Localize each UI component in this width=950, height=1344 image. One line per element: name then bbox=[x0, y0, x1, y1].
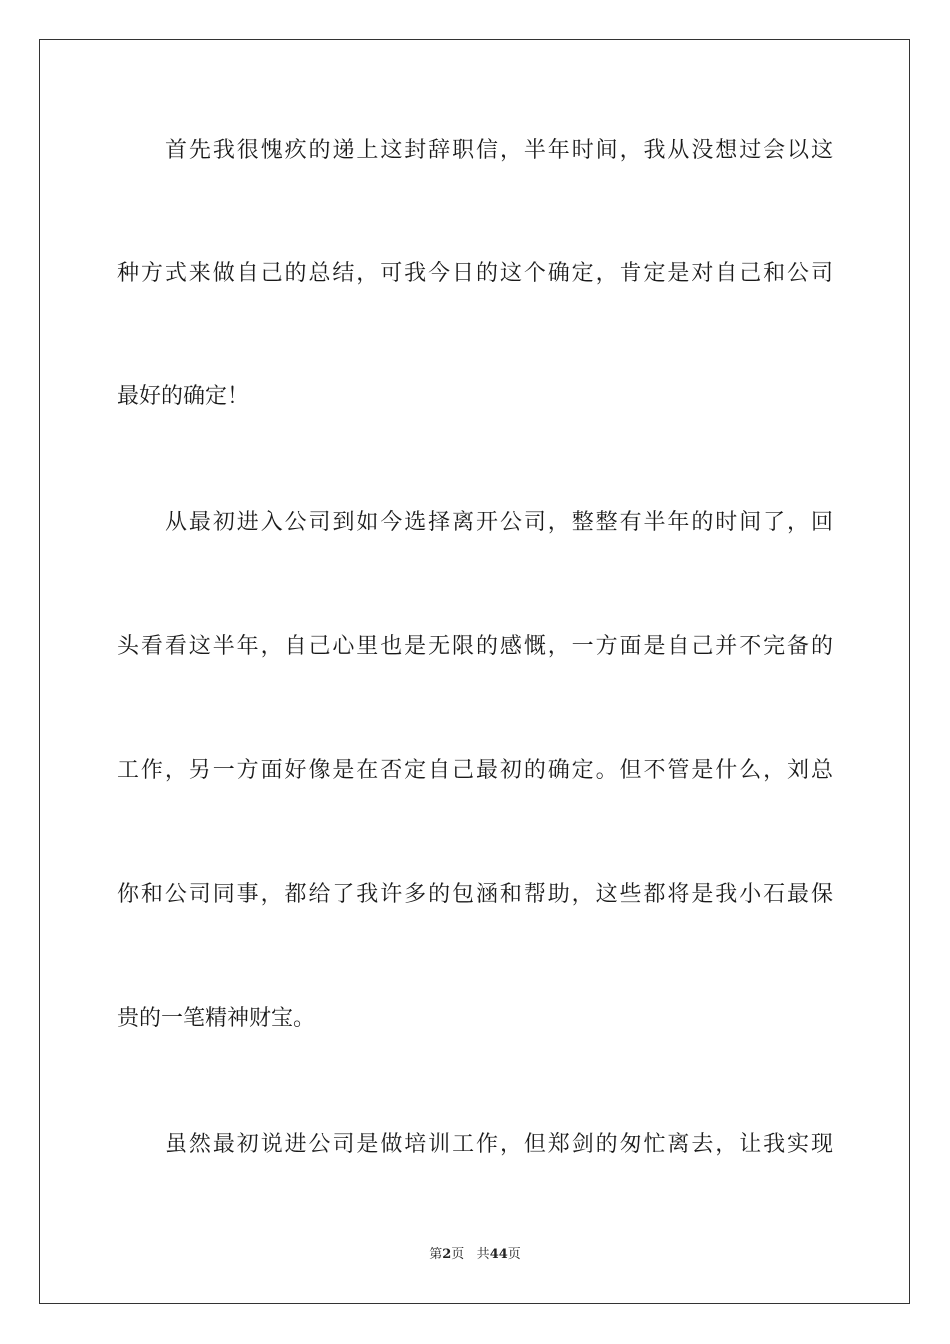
page-frame bbox=[39, 39, 910, 1304]
total-suffix: 页 bbox=[507, 1247, 521, 1262]
paragraph-1-line-1: 首先我很愧疚的递上这封辞职信，半年时间，我从没想过会以这 bbox=[165, 138, 833, 163]
paragraph-2-line-4: 你和公司同事，都给了我许多的包涵和帮助，这些都将是我小石最保 bbox=[117, 882, 833, 907]
page-prefix: 第 bbox=[429, 1247, 443, 1262]
total-prefix: 共 bbox=[476, 1247, 490, 1262]
paragraph-3-line-1: 虽然最初说进公司是做培训工作，但郑剑的匆忙离去，让我实现 bbox=[165, 1132, 833, 1157]
paragraph-2-line-2: 头看看这半年，自己心里也是无限的感慨，一方面是自己并不完备的 bbox=[117, 634, 833, 659]
paragraph-2-line-1: 从最初进入公司到如今选择离开公司，整整有半年的时间了，回 bbox=[165, 510, 833, 535]
total-pages-number: 44 bbox=[489, 1247, 508, 1262]
paragraph-1-line-3: 最好的确定！ bbox=[117, 384, 250, 409]
paragraph-1-line-2: 种方式来做自己的总结，可我今日的这个确定，肯定是对自己和公司 bbox=[117, 261, 833, 286]
current-page-number: 2 bbox=[442, 1247, 452, 1262]
paragraph-2-line-3: 工作，另一方面好像是在否定自己最初的确定。但不管是什么，刘总 bbox=[117, 758, 833, 783]
paragraph-2-line-5: 贵的一笔精神财宝。 bbox=[117, 1006, 316, 1031]
page-footer bbox=[0, 1246, 950, 1264]
page-suffix: 页 bbox=[451, 1247, 465, 1262]
